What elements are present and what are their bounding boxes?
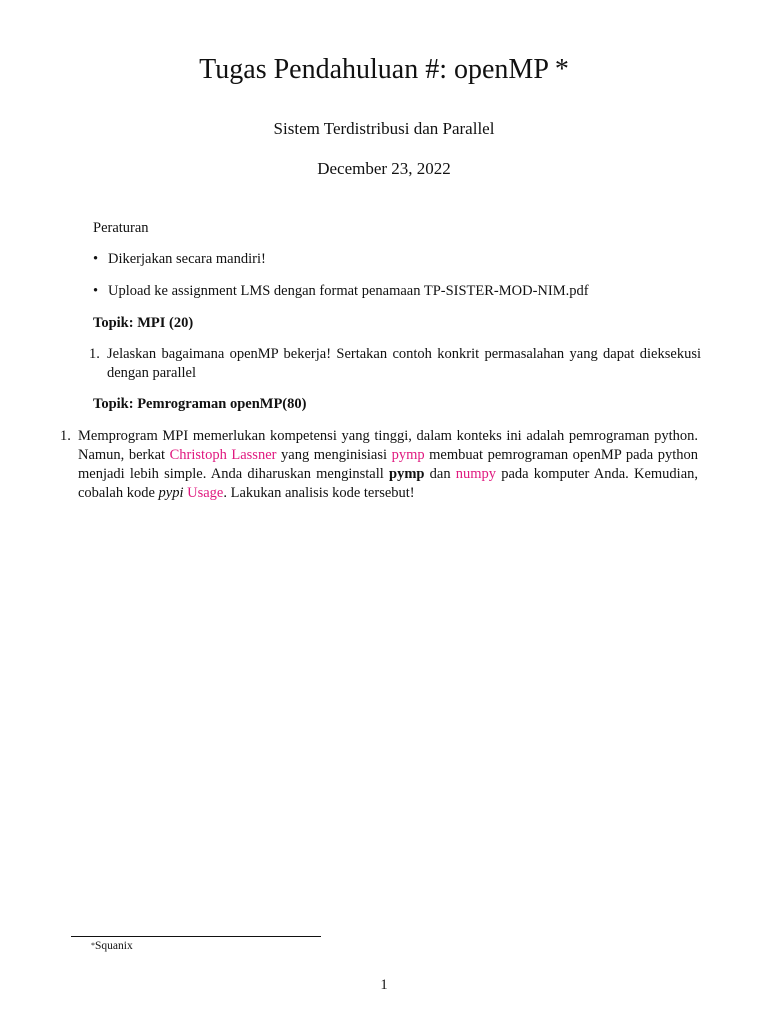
rules-item-text: Dikerjakan secara mandiri! [108,251,266,267]
page-number: 1 [380,977,388,993]
question-text-segment: pada komputer Anda. Kemudian, cobalah kode [78,466,699,501]
question-text-segment: . Lakukan analisis kode tersebut! [223,485,415,501]
document-date: December 23, 2022 [317,159,451,178]
rules-heading: Peraturan [93,220,149,236]
footnote [91,939,133,954]
bullet-icon: • [93,283,99,299]
bullet-icon: • [93,251,99,267]
document-subtitle: Sistem Terdistribusi dan Parallel [273,119,495,138]
section-heading-openmp: Topik: Pemrograman openMP(80) [93,396,307,412]
link-usage[interactable]: Usage [187,485,224,501]
document-title [0,50,768,90]
italic-pypi: pypi [158,485,184,501]
footnote-text: Squanix [95,940,133,952]
footnote-mark: * [91,941,95,950]
bold-pymp: pymp [389,466,425,482]
link-christoph-lassner[interactable]: Christoph Lassner [169,447,277,463]
question-text [78,427,698,503]
question-number: 1. [60,428,71,444]
link-pymp[interactable]: pymp [391,447,425,463]
section-heading-mpi: Topik: MPI (20) [93,315,194,331]
footnote-divider [71,936,321,937]
question-text-segment: yang menginisiasi [276,447,392,463]
question-text: Jelaskan bagaimana openMP bekerja! Sertakan contoh konkrit permasalahan yang dapat dieksekusi dengan parallel [107,346,701,381]
rules-item-text: Upload ke assignment LMS dengan format penamaan TP-SISTER-MOD-NIM.pdf [108,283,589,299]
question-text-segment: dan [424,466,456,482]
title-footnote-mark: * [554,54,569,85]
link-numpy[interactable]: numpy [455,466,497,482]
question-text-segment: membuat pemrograman openMP pada python menjadi lebih simple. Anda diharuskan menginstall [78,447,699,482]
question-text-segment: Memprogram MPI memerlukan kompetensi yang tinggi, dalam konteks ini adalah pemrograman python. Namun, berkat [78,428,698,463]
question-number: 1. [89,346,100,362]
title-text: Tugas Pendahuluan #: openMP [199,54,548,85]
